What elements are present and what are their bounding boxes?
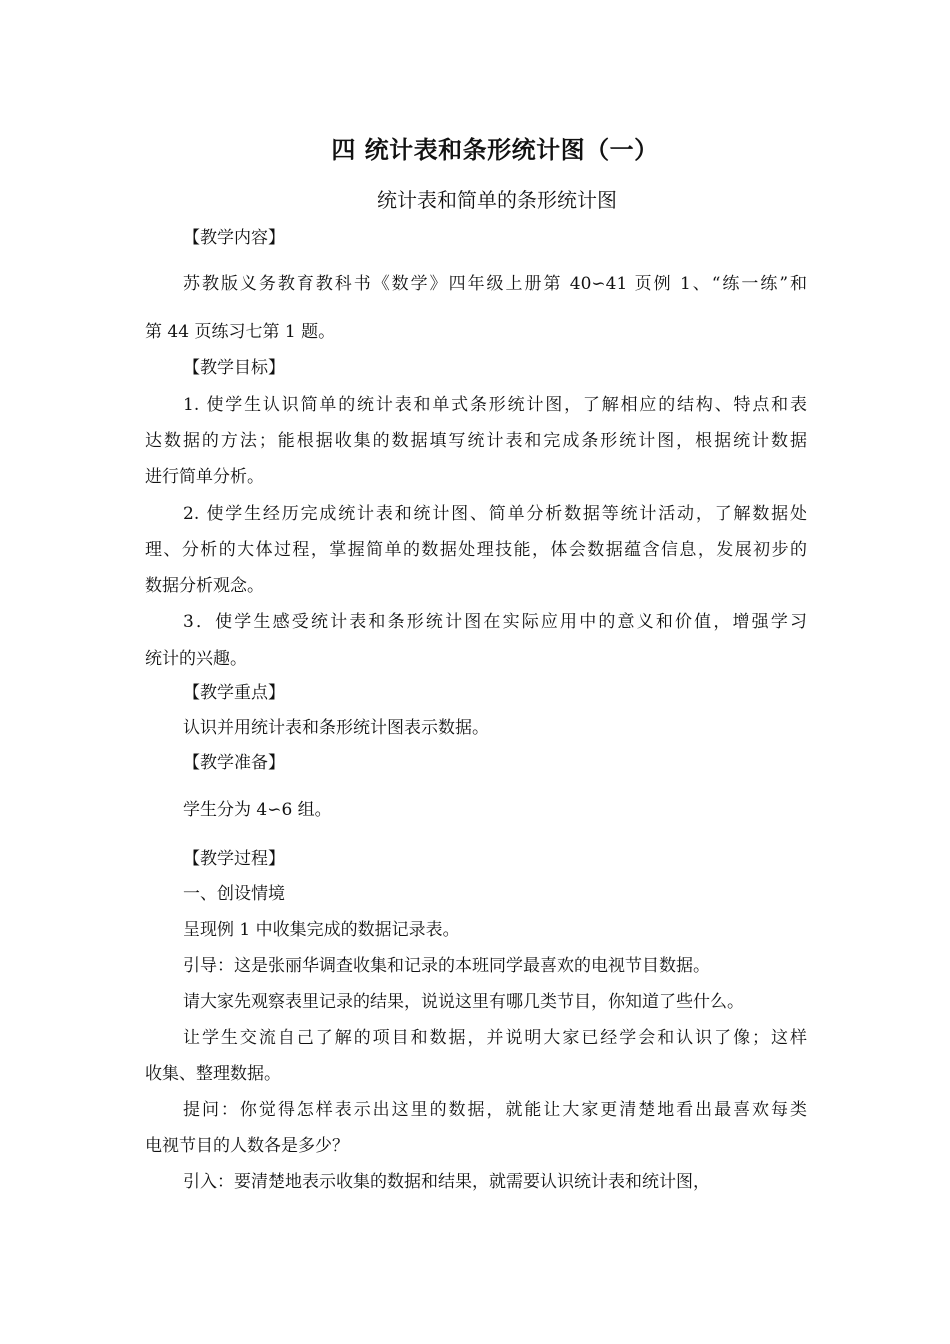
paragraph-line: 引入：要清楚地表示收集的数据和结果，就需要认识统计表和统计图， <box>183 1172 710 1192</box>
section-heading-preparation: 【教学准备】 <box>183 753 285 773</box>
document-title: 四 统计表和条形统计图（一） <box>331 136 659 164</box>
paragraph-line: 进行简单分析。 <box>145 467 264 487</box>
paragraph-line: 收集、整理数据。 <box>145 1064 281 1084</box>
paragraph-line: 理、分析的大体过程，掌握简单的数据处理技能，体会数据蕴含信息，发展初步的 <box>145 540 807 560</box>
paragraph-line: 数据分析观念。 <box>145 576 264 596</box>
section-heading-key-points: 【教学重点】 <box>183 683 285 703</box>
subheading: 一、创设情境 <box>183 884 285 904</box>
paragraph-line: 让学生交流自己了解的项目和数据，并说明大家已经学会和认识了像；这样 <box>183 1028 807 1048</box>
section-heading-objectives: 【教学目标】 <box>183 358 285 378</box>
paragraph-line: 引导：这是张丽华调查收集和记录的本班同学最喜欢的电视节目数据。 <box>183 956 710 976</box>
paragraph-line: 统计的兴趣。 <box>145 649 247 669</box>
paragraph-line: 呈现例 1 中收集完成的数据记录表。 <box>183 920 460 940</box>
paragraph-line: 2. 使学生经历完成统计表和统计图、简单分析数据等统计活动，了解数据处 <box>183 504 807 524</box>
section-heading-content: 【教学内容】 <box>183 228 285 248</box>
document-subtitle: 统计表和简单的条形统计图 <box>377 188 617 212</box>
paragraph-line: 达数据的方法；能根据收集的数据填写统计表和完成条形统计图，根据统计数据 <box>145 431 807 451</box>
paragraph-line: 学生分为 4∽6 组。 <box>183 800 332 820</box>
paragraph-line: 3．使学生感受统计表和条形统计图在实际应用中的意义和价值，增强学习 <box>183 612 807 632</box>
paragraph-line: 请大家先观察表里记录的结果，说说这里有哪几类节目，你知道了些什么。 <box>183 992 744 1012</box>
paragraph-line: 提问：你觉得怎样表示出这里的数据，就能让大家更清楚地看出最喜欢每类 <box>183 1100 807 1120</box>
paragraph-line: 1. 使学生认识简单的统计表和单式条形统计图，了解相应的结构、特点和表 <box>183 395 807 415</box>
paragraph-line: 认识并用统计表和条形统计图表示数据。 <box>183 718 489 738</box>
section-heading-process: 【教学过程】 <box>183 849 285 869</box>
paragraph-line: 苏教版义务教育教科书《数学》四年级上册第 40∽41 页例 1、“练一练”和 <box>183 274 807 294</box>
paragraph-line: 第 44 页练习七第 1 题。 <box>145 322 336 342</box>
paragraph-line: 电视节目的人数各是多少？ <box>145 1136 349 1156</box>
